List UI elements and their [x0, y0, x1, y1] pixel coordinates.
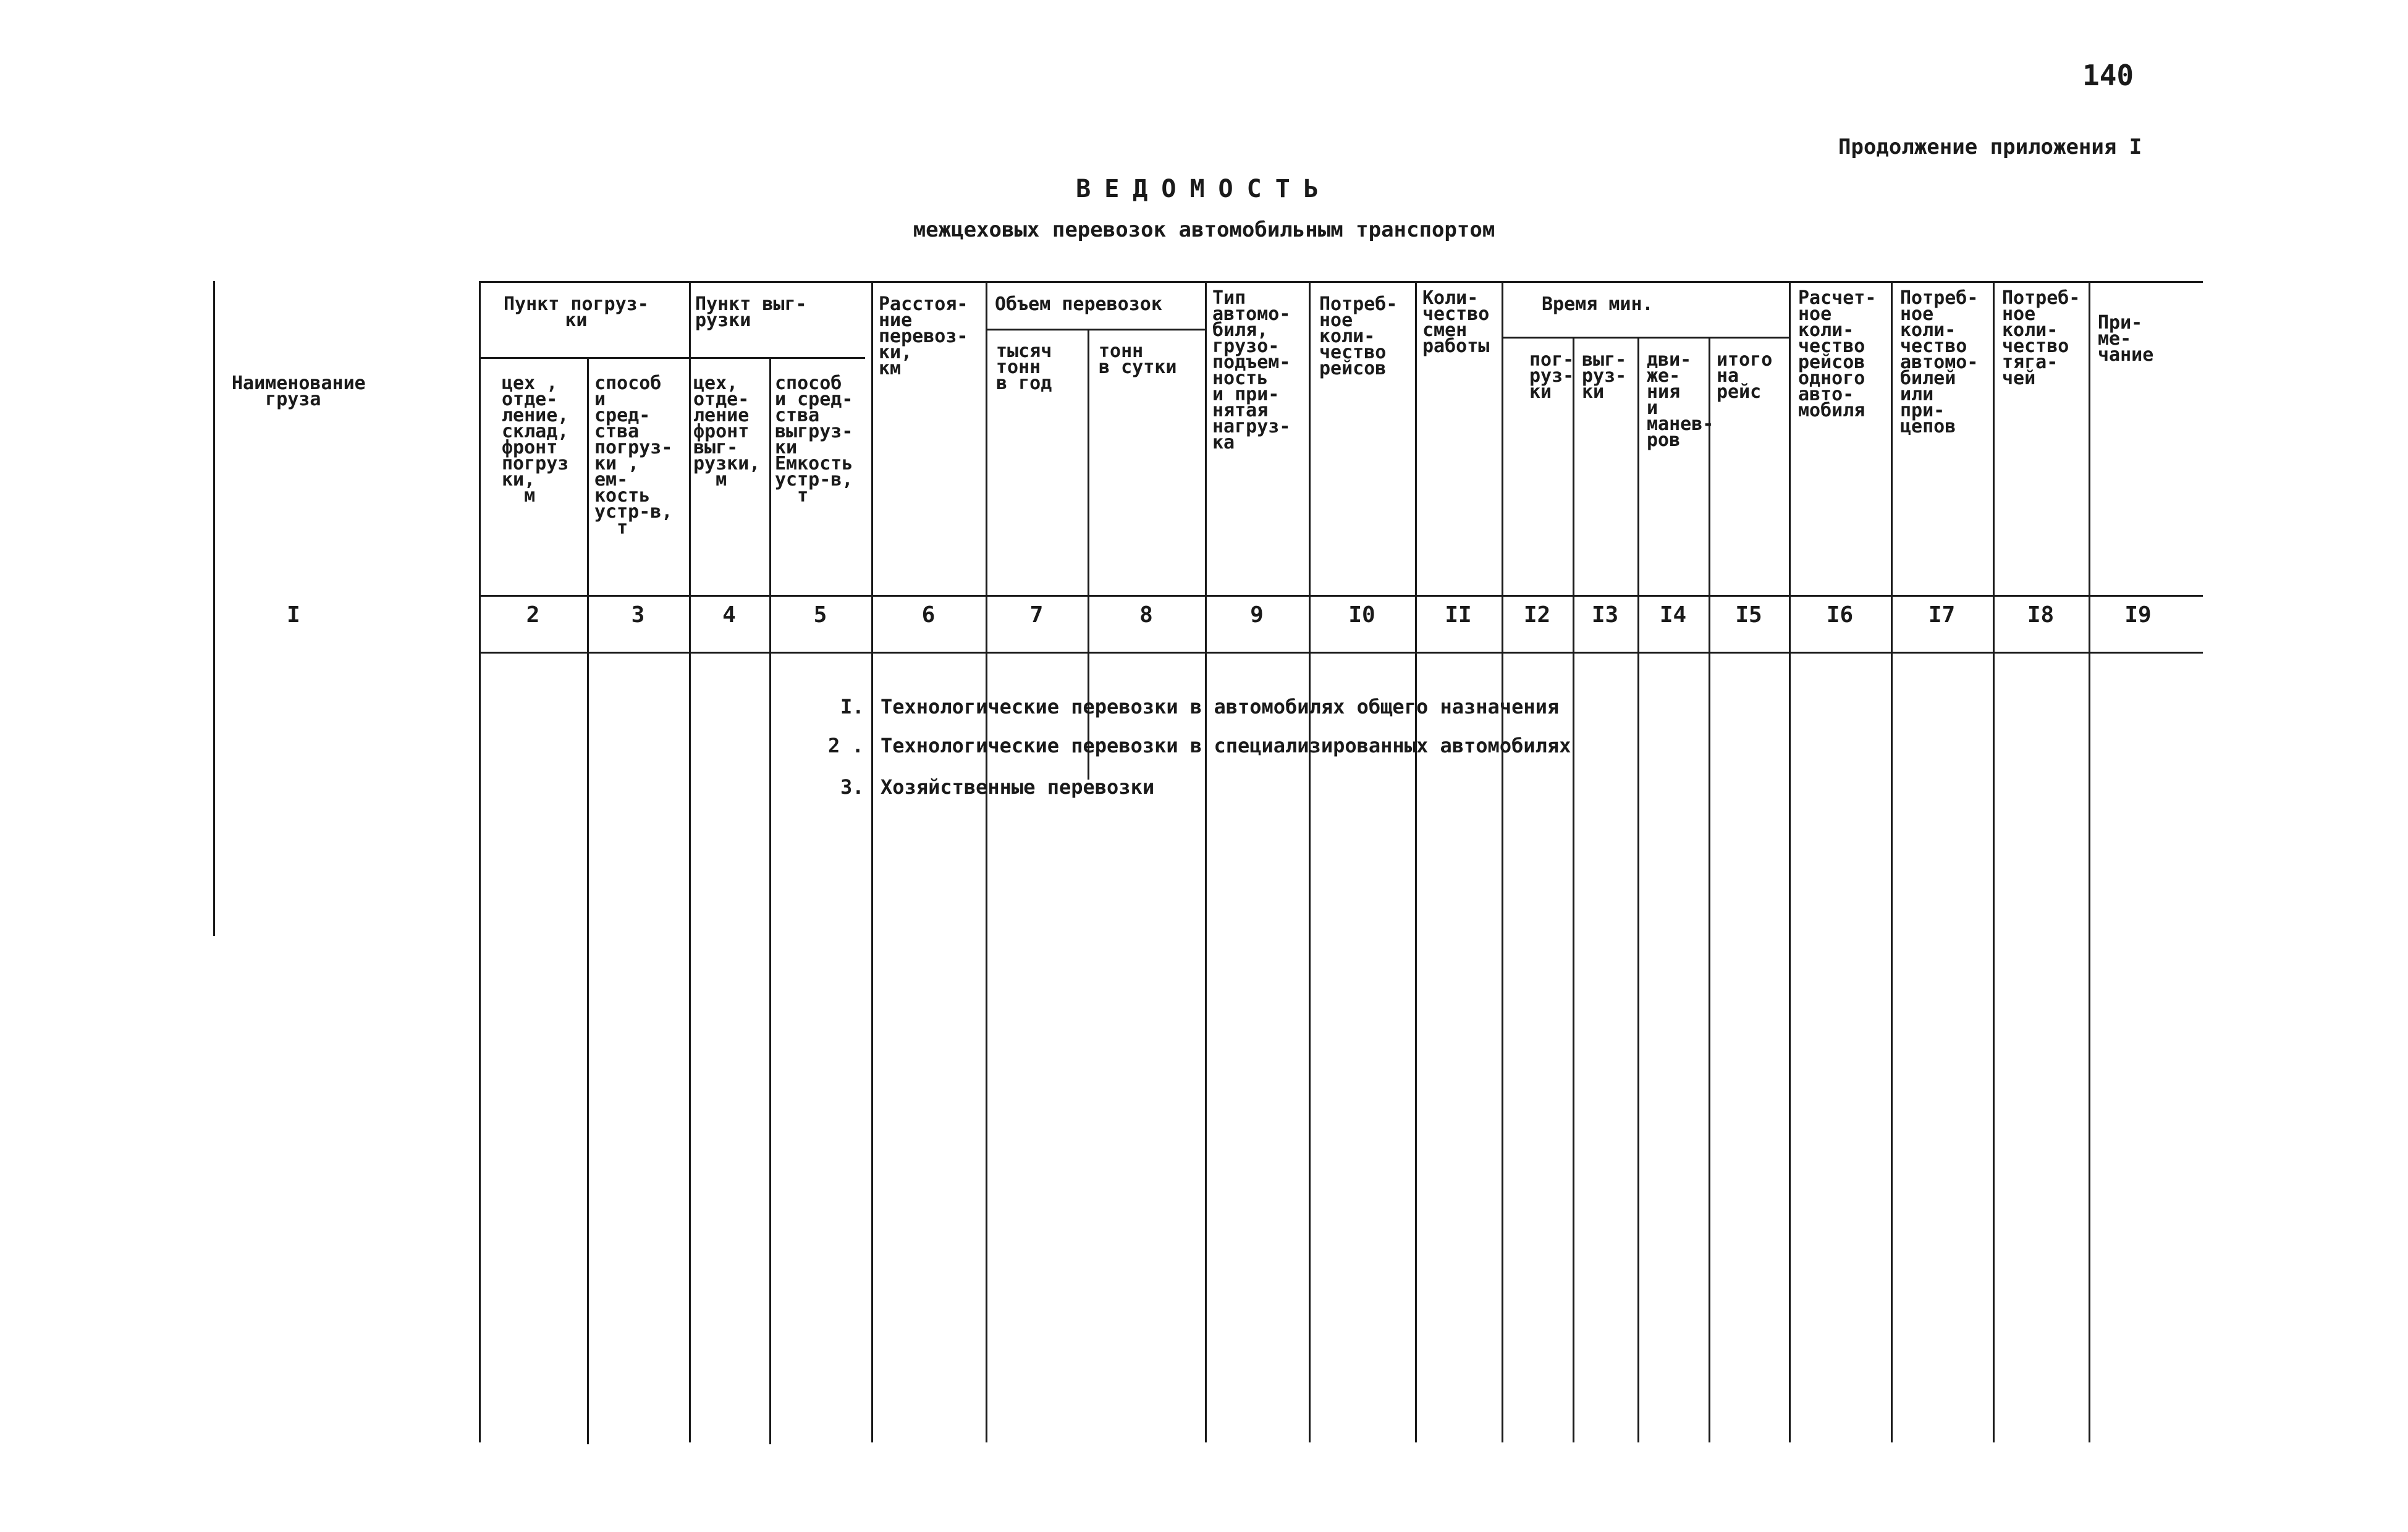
column-number: 3 [631, 602, 645, 628]
col-rule-9 [1309, 281, 1311, 1442]
continuation-label: Продолжение приложения I [1838, 135, 2142, 159]
col-rule-14 [1709, 337, 1710, 1442]
column-number: I3 [1591, 602, 1619, 628]
header-vehicles-required: Потреб- ное коли- чество автомо- билей или при- цепов [1900, 287, 1979, 437]
column-number: 7 [1029, 602, 1044, 628]
group-loading-point: Пункт погруз- ки [504, 293, 649, 331]
group-time: Время мин. [1542, 293, 1654, 315]
section-number: 3. [840, 775, 864, 799]
section-title: Технологические перевозки в специализированных автомобилях [881, 734, 1571, 757]
col-rule-5 [871, 281, 873, 1442]
group-divider-rule [479, 357, 865, 359]
col-rule-18 [2089, 281, 2090, 1442]
column-number: I2 [1523, 602, 1551, 628]
table-top-rule [479, 281, 2203, 283]
section-title: Технологические перевозки в автомобилях общего назначения [881, 695, 1560, 718]
header-movement-time: дви- же- ния и манев- ров [1647, 349, 1714, 451]
header-unloading-location: цех, отде- ление фронт выг- рузки, м [693, 372, 761, 490]
header-total-per-trip: итого на рейс [1717, 349, 1773, 403]
header-loading-location: цех , отде- ление, склад, фронт погруз ки, м [502, 372, 569, 507]
column-number: I7 [1928, 602, 1956, 628]
col-rule-11 [1502, 281, 1503, 1442]
col-rule-4 [769, 357, 771, 1444]
section-title: Хозяйственные перевозки [881, 775, 1155, 799]
col-rule-6 [986, 281, 987, 1442]
col-rule-2 [587, 357, 589, 1444]
header-tons-day: тонн в сутки [1099, 340, 1177, 378]
header-vehicle-type: Тип автомо- биля, грузо- подъем- ность и при- нятая нагруз- ка [1212, 287, 1291, 453]
column-number: I0 [1348, 602, 1375, 628]
column-number: 2 [526, 602, 540, 628]
header-loading-time: пог- руз- ки [1529, 349, 1574, 403]
header-unloading-method: способ и сред- ства выгруз- ки Емкость устр-в, т [775, 372, 853, 507]
page-number: 140 [2082, 59, 2134, 92]
column-number: I6 [1826, 602, 1854, 628]
section-number: 2 . [828, 734, 864, 757]
document-subtitle: межцеховых перевозок автомобильным транспортом [913, 217, 1495, 242]
column-number: 4 [722, 602, 736, 628]
column-number: 6 [921, 602, 936, 628]
header-shifts-count: Коли- чество смен работы [1422, 287, 1490, 357]
col-rule-8 [1205, 281, 1207, 1442]
section-number: I. [840, 695, 864, 718]
header-trips-required: Потреб- ное коли- чество рейсов [1319, 293, 1398, 379]
header-cargo-name: Наименование груза [232, 372, 366, 410]
header-bottom-rule [479, 595, 2203, 597]
header-distance: Расстоя- ние перевоз- ки, км [879, 293, 968, 379]
header-tractors-required: Потреб- ное коли- чество тяга- чей [2002, 287, 2081, 389]
time-divider-rule [1502, 337, 1789, 339]
volume-divider-rule [986, 329, 1205, 330]
header-thousand-tons-year: тысяч тонн в год [996, 340, 1052, 394]
column-number: 8 [1139, 602, 1153, 628]
column-number: I [287, 602, 300, 628]
header-trips-per-vehicle: Расчет- ное коли- чество рейсов одного авто- мобиля [1798, 287, 1877, 421]
column-number: I4 [1659, 602, 1687, 628]
column-number: I5 [1735, 602, 1762, 628]
group-unloading-point: Пункт выг- рузки [695, 293, 807, 331]
col-rule-12 [1573, 337, 1574, 1442]
numbers-bottom-rule [479, 652, 2203, 654]
col-rule-17 [1993, 281, 1995, 1442]
column-number: I8 [2027, 602, 2055, 628]
header-unloading-time: выг- руз- ки [1582, 349, 1627, 403]
column-number: II [1445, 602, 1472, 628]
document-title: ВЕДОМОСТЬ [1076, 175, 1332, 203]
col-rule-3 [689, 281, 691, 1442]
col-rule-15 [1789, 281, 1791, 1442]
col-rule-16 [1891, 281, 1893, 1442]
col-rule-1 [479, 281, 481, 1442]
col-rule-10 [1415, 281, 1417, 1442]
column-number: I9 [2124, 602, 2152, 628]
column-number: 5 [813, 602, 827, 628]
col-rule-13 [1637, 337, 1639, 1442]
group-volume: Объем перевозок [995, 293, 1162, 315]
column-number: 9 [1250, 602, 1264, 628]
header-loading-method: способ и сред- ства погруз- ки , ем- кость устр-в, т [594, 372, 673, 539]
header-notes: При- ме- чание [2098, 312, 2154, 366]
